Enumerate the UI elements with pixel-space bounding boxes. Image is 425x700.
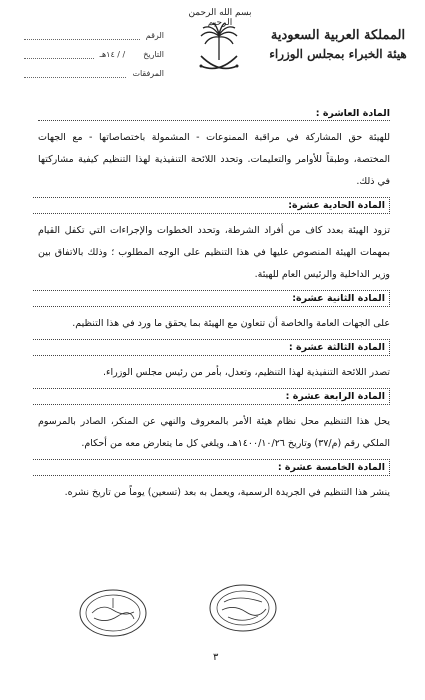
article-11 [38, 197, 390, 286]
reference-row [24, 26, 164, 45]
country-name: المملكة العربية السعودية [270, 28, 406, 43]
page-number: ٣ [213, 652, 219, 663]
attachments-row [24, 64, 164, 83]
article-text: تصدر اللائحة التنفيذية لهذا التنظيم، وتعدل، بأمر من رئيس مجلس الوزراء. [103, 367, 390, 378]
date-line [24, 50, 94, 59]
article-text: على الجهات العامة والخاصة أن تتعاون مع الهيئة بما يحقق ما ورد في هذا التنظيم. [72, 318, 390, 329]
article-title: المادة الثالثة عشرة : [33, 339, 390, 356]
date-label: التاريخ [143, 50, 164, 59]
date-value: / / ١٤هـ [99, 50, 126, 59]
article-title: المادة الخامسة عشرة : [33, 459, 390, 476]
article-title: المادة العاشرة : [38, 108, 390, 121]
authority-name: هيئة الخبراء بمجلس الوزراء [269, 47, 407, 61]
article-text: ينشر هذا التنظيم في الجريدة الرسمية، ويعمل به بعد (تسعين) يوماً من تاريخ نشره. [64, 487, 390, 498]
article-text: للهيئة حق المشاركة في مراقبة الممنوعات - المشمولة باختصاصاتها - مع الجهات المختصة، وطبقاً للأوامر والتعليمات. وتحدد اللائحة التنفيذية لهذا التنظيم كيفية مشاركتها في ذلك. [38, 132, 390, 187]
reference-block [24, 26, 164, 83]
attachments-label: المرفقات [132, 69, 164, 78]
official-seal-left-icon [78, 588, 148, 638]
official-seal-right-icon [208, 582, 278, 632]
article-12 [38, 290, 390, 335]
attachments-line [24, 69, 126, 78]
organization-header [263, 28, 413, 61]
article-title: المادة الحادية عشرة: [33, 197, 390, 214]
article-13 [38, 339, 390, 384]
article-15 [38, 459, 390, 504]
reference-label: الرقم [145, 31, 164, 40]
article-14 [38, 388, 390, 455]
article-text: يحل هذا التنظيم محل نظام هيئة الأمر بالمعروف والنهي عن المنكر، الصادر بالمرسوم الملكي رقم (م/٣٧) وتاريخ ١٤٠٠/١٠/٢٦هـ، ويلغي كل ما يتعارض معه من أحكام. [38, 416, 390, 449]
reference-line [24, 31, 140, 40]
article-10 [38, 108, 390, 193]
basmala: بسم الله الرحمن الرحيم [188, 8, 252, 28]
article-text: تزود الهيئة بعدد كاف من أفراد الشرطة، وتحدد الخطوات والإجراءات التي تكفل القيام بمهمات الهيئة المنصوص عليها في هذا التنظيم على الوجه المطلوب ؛ وذلك بالاتفاق بين وزير الداخلية والرئيس العام للهيئة. [38, 225, 390, 280]
saudi-emblem-icon [195, 22, 243, 80]
articles-content [38, 108, 390, 508]
article-title: المادة الرابعة عشرة : [33, 388, 390, 405]
article-title: المادة الثانية عشرة: [33, 290, 390, 307]
date-row [24, 45, 164, 64]
